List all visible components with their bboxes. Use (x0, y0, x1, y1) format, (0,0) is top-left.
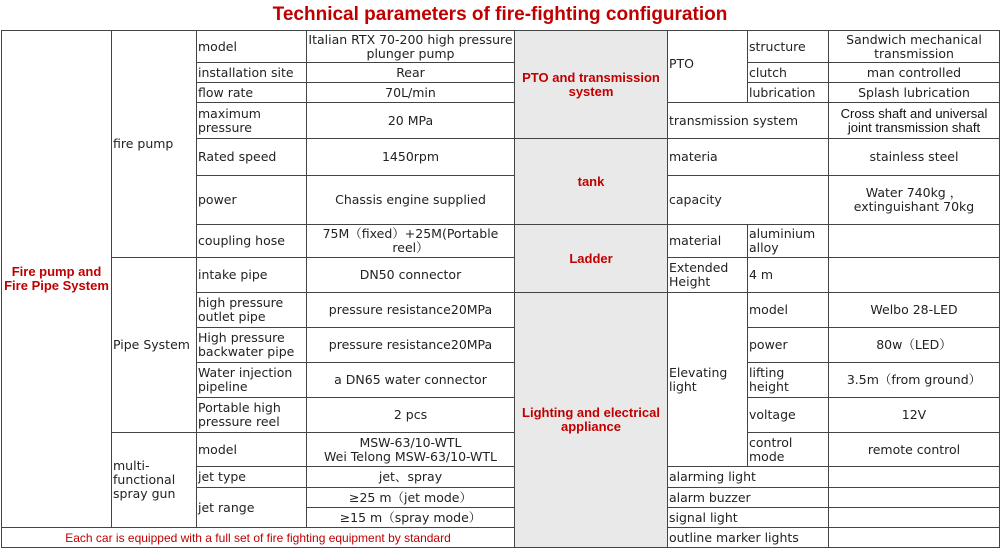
power-name: power (197, 176, 307, 225)
pump-model-value: Italian RTX 70-200 high pressure plunger pump (307, 31, 515, 63)
pto-label: PTO (668, 31, 748, 103)
gun-model-name: model (197, 433, 307, 467)
ladder-material-value: aluminium alloy (748, 225, 829, 258)
pipe-system-label: Pipe System (112, 258, 197, 433)
transmission-name: transmission system (668, 103, 829, 139)
lubrication-name: lubrication (748, 83, 829, 103)
spray-gun-label: multi-functional spray gun (112, 433, 197, 528)
intake-pipe-name: intake pipe (197, 258, 307, 293)
control-mode-name: control mode (748, 433, 829, 467)
installation-site-value: Rear (307, 63, 515, 83)
intake-pipe-value: DN50 connector (307, 258, 515, 293)
control-mode-value: remote control (829, 433, 1000, 467)
rated-speed-value: 1450rpm (307, 139, 515, 176)
system-label: Fire pump and Fire Pipe System (2, 31, 112, 528)
extended-height-blank (829, 258, 1000, 293)
light-model-value: Welbo 28-LED (829, 293, 1000, 328)
ladder-material-blank (829, 225, 1000, 258)
voltage-name: voltage (748, 398, 829, 433)
capacity-name: capacity (668, 176, 829, 225)
capacity-value: Water 740kg ， extinguishant 70kg (829, 176, 1000, 225)
jet-range-spray-value: ≥15 m（spray mode） (307, 508, 515, 528)
jet-type-value: jet、spray (307, 467, 515, 488)
transmission-value: Cross shaft and universal joint transmission shaft (829, 103, 1000, 139)
light-model-name: model (748, 293, 829, 328)
jet-range-name: jet range (197, 488, 307, 528)
max-pressure-value: 20 MPa (307, 103, 515, 139)
outlet-pipe-value: pressure resistance20MPa (307, 293, 515, 328)
coupling-hose-name: coupling hose (197, 225, 307, 258)
installation-site-name: installation site (197, 63, 307, 83)
alarm-buzzer-blank (829, 488, 1000, 508)
section-ladder: Ladder (515, 225, 668, 293)
backwater-pipe-name: High pressure backwater pipe (197, 328, 307, 363)
structure-name: structure (748, 31, 829, 63)
clutch-value: man controlled (829, 63, 1000, 83)
voltage-value: 12V (829, 398, 1000, 433)
outline-marker-lights: outline marker lights (668, 528, 829, 548)
page-title: Technical parameters of fire-fighting configuration (272, 4, 728, 25)
gun-model-value: MSW-63/10-WTL Wei Telong MSW-63/10-WTL (307, 433, 515, 467)
section-pto: PTO and transmission system (515, 31, 668, 139)
signal-light-blank (829, 508, 1000, 528)
tank-material-value: stainless steel (829, 139, 1000, 176)
coupling-hose-value: 75M（fixed）+25M(Portable reel） (307, 225, 515, 258)
clutch-name: clutch (748, 63, 829, 83)
tank-material-name: materia (668, 139, 829, 176)
max-pressure-name: maximum pressure (197, 103, 307, 139)
fire-pump-label: fire pump (112, 31, 197, 258)
pump-model-name: model (197, 31, 307, 63)
section-tank: tank (515, 139, 668, 225)
alarm-buzzer: alarm buzzer (668, 488, 829, 508)
elevating-light-label: Elevating light (668, 293, 748, 467)
spec-table (1, 30, 1000, 548)
section-lighting: Lighting and electrical appliance (515, 293, 668, 548)
light-power-value: 80w（LED） (829, 328, 1000, 363)
jet-range-jet-value: ≥25 m（jet mode） (307, 488, 515, 508)
jet-type-name: jet type (197, 467, 307, 488)
extended-height-value: 4 m (748, 258, 829, 293)
footer-note: Each car is equipped with a full set of fire fighting equipment by standard (2, 528, 515, 548)
rated-speed-name: Rated speed (197, 139, 307, 176)
portable-reel-name: Portable high pressure reel (197, 398, 307, 433)
water-injection-name: Water injection pipeline (197, 363, 307, 398)
signal-light: signal light (668, 508, 829, 528)
flow-rate-value: 70L/min (307, 83, 515, 103)
backwater-pipe-value: pressure resistance20MPa (307, 328, 515, 363)
outlet-pipe-name: high pressure outlet pipe (197, 293, 307, 328)
alarming-light-blank (829, 467, 1000, 488)
alarming-light: alarming light (668, 467, 829, 488)
flow-rate-name: flow rate (197, 83, 307, 103)
portable-reel-value: 2 pcs (307, 398, 515, 433)
structure-value: Sandwich mechanical transmission (829, 31, 1000, 63)
extended-height-name: Extended Height (668, 258, 748, 293)
outline-marker-blank (829, 528, 1000, 548)
power-value: Chassis engine supplied (307, 176, 515, 225)
lifting-height-name: lifting height (748, 363, 829, 398)
lifting-height-value: 3.5m（from ground） (829, 363, 1000, 398)
water-injection-value: a DN65 water connector (307, 363, 515, 398)
ladder-material-name: material (668, 225, 748, 258)
lubrication-value: Splash lubrication (829, 83, 1000, 103)
light-power-name: power (748, 328, 829, 363)
